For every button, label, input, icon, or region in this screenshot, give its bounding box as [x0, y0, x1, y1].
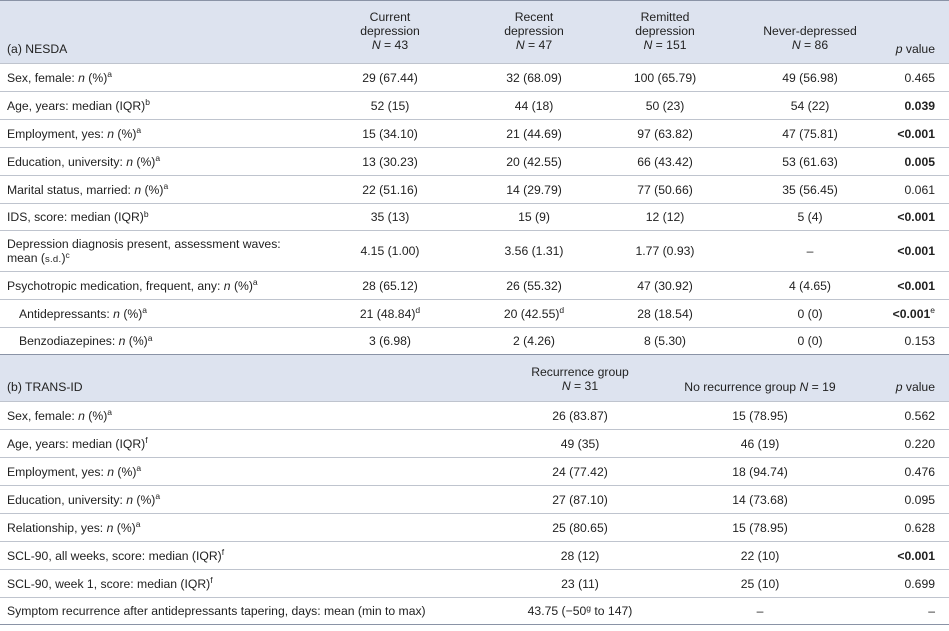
p-value: <0.001 — [897, 278, 935, 293]
cell-value: 25 (10) — [740, 576, 780, 591]
transid-section-label: (b) TRANS-ID — [7, 380, 83, 394]
p-value: 0.039 — [904, 98, 935, 113]
cell-value: 100 (65.79) — [633, 70, 697, 85]
p-value: 0.699 — [904, 576, 935, 591]
cell-value: 46 (19) — [740, 436, 780, 451]
cell-value: 3.56 (1.31) — [504, 244, 564, 258]
cell-value: 97 (63.82) — [637, 126, 693, 141]
table-row — [0, 147, 949, 175]
cell-value: 28 (65.12) — [362, 278, 418, 293]
cell-value: 20 $(42.55)^d$ — [503, 305, 565, 321]
cell-value: 49 (56.98) — [782, 70, 838, 85]
p-value: – — [928, 604, 935, 618]
cell-value: 8 (5.30) — [643, 334, 686, 348]
row-label: Sex, female: n (%)$^a$ — [7, 69, 112, 85]
row-label: Employment, yes: n (%)$^a$ — [7, 463, 142, 479]
cell-value: – — [756, 604, 764, 618]
p-value: 0.628 — [904, 520, 935, 535]
p-value: 0.005 — [904, 154, 935, 169]
cell-value: 43.75 ($-50^g$ to 147) — [527, 602, 633, 618]
table-row — [0, 597, 949, 625]
cell-value: 24 (77.42) — [552, 464, 608, 479]
transid-header — [0, 354, 949, 401]
col-never-depressed: Never-depressed N = 86 — [763, 24, 857, 52]
cell-value: 1.77 (0.93) — [635, 244, 695, 258]
cell-value: 13 (30.23) — [362, 154, 418, 169]
table-row — [0, 299, 949, 327]
cell-value: 47 (75.81) — [782, 126, 838, 141]
cell-value: 15 (78.95) — [732, 520, 788, 535]
row-label: Benzodiazepines: n (%)$^a$ — [19, 332, 153, 348]
cell-value: 20 (42.55) — [506, 154, 562, 169]
table-row — [0, 401, 949, 429]
cell-value: – — [806, 244, 814, 258]
cell-value: 77 (50.66) — [637, 182, 693, 197]
col-current-depression: Current depression N = 43 — [360, 10, 420, 52]
p-value: <0.001 — [897, 548, 935, 563]
cell-value: 28 (18.54) — [637, 306, 693, 321]
col-no-recurrence-group: No recurrence group N = 19 — [684, 380, 836, 394]
table-row — [0, 63, 949, 91]
col-recent-depression: Recent depression N = 47 — [504, 10, 564, 52]
table-row — [0, 327, 949, 354]
cell-value: 0 (0) — [797, 306, 823, 321]
nesda-p-value-header: p value — [895, 42, 935, 56]
cell-value: 52 (15) — [370, 98, 410, 113]
cell-value: 12 (12) — [645, 210, 685, 224]
cell-value: 26 (83.87) — [552, 408, 608, 423]
table-row — [0, 91, 949, 119]
row-label: Employment, yes: n (%)$^a$ — [7, 125, 142, 141]
row-label: Depression diagnosis present, assessment waves: mean $(s.d.)^c$ — [7, 237, 281, 265]
cell-value: 44 (18) — [514, 98, 554, 113]
cell-value: 27 (87.10) — [552, 492, 608, 507]
p-value: 0.465 — [904, 70, 935, 85]
row-label: Psychotropic medication, frequent, any: n (%)$^a$ — [7, 277, 258, 293]
cell-value: 35 (56.45) — [782, 182, 838, 197]
nesda-rows — [0, 63, 949, 354]
cell-value: 54 (22) — [790, 98, 830, 113]
row-label: Education, university: n (%)$^a$ — [7, 491, 161, 507]
p-value: 0.562 — [904, 408, 935, 423]
cell-value: 22 (51.16) — [362, 182, 418, 197]
nesda-header — [0, 0, 949, 63]
row-label: Relationship, yes: n (%)$^a$ — [7, 519, 141, 535]
cell-value: 3 (6.98) — [368, 334, 411, 348]
cell-value: 28 (12) — [560, 548, 600, 563]
table-row — [0, 485, 949, 513]
p-value: <0.001 — [897, 126, 935, 141]
row-label: Marital status, married: n (%)$^a$ — [7, 181, 169, 197]
row-label: SCL-90, all weeks, score: median (IQR)$^f$ — [7, 547, 225, 563]
cell-value: 14 (29.79) — [506, 182, 562, 197]
table-row — [0, 175, 949, 203]
row-label: Symptom recurrence after antidepressants tapering, days: mean (min to max) — [7, 604, 426, 618]
row-label: IDS, score: median (IQR)$^b$ — [7, 208, 149, 224]
cell-value: 49 (35) — [560, 436, 600, 451]
cell-value: 66 (43.42) — [637, 154, 693, 169]
table-row — [0, 513, 949, 541]
cell-value: 2 (4.26) — [512, 334, 555, 348]
cell-value: 21 (44.69) — [506, 126, 562, 141]
row-label: Antidepressants: n (%)$^a$ — [19, 305, 148, 321]
table-row — [0, 119, 949, 147]
p-value: <0.001$^e$ — [892, 305, 935, 321]
cell-value: 15 (78.95) — [732, 408, 788, 423]
cell-value: 15 (9) — [518, 210, 550, 224]
cell-value: 5 (4) — [797, 210, 823, 224]
cell-value: 26 (55.32) — [506, 278, 562, 293]
p-value: 0.095 — [904, 492, 935, 507]
col-recurrence-group: Recurrence group N = 31 — [531, 365, 629, 393]
cell-value: 32 (68.09) — [506, 70, 562, 85]
p-value: <0.001 — [897, 210, 935, 224]
table-row — [0, 271, 949, 299]
cell-value: 29 (67.44) — [362, 70, 418, 85]
cell-value: 47 (30.92) — [637, 278, 693, 293]
cell-value: 18 (94.74) — [732, 464, 788, 479]
cell-value: 15 (34.10) — [362, 126, 418, 141]
cell-value: 25 (80.65) — [552, 520, 608, 535]
table-row — [0, 429, 949, 457]
col-remitted-depression: Remitted depression N = 151 — [635, 10, 695, 52]
cell-value: 0 (0) — [797, 334, 823, 348]
p-value: 0.061 — [904, 182, 935, 197]
p-value: <0.001 — [897, 244, 935, 258]
p-value: 0.153 — [904, 334, 935, 348]
table-row — [0, 569, 949, 597]
cell-value: 21 $(48.84)^d$ — [359, 305, 421, 321]
cell-value: 23 (11) — [561, 576, 599, 591]
transid-rows — [0, 401, 949, 625]
cell-value: 50 (23) — [645, 98, 685, 113]
cell-value: 53 (61.63) — [782, 154, 838, 169]
row-label: Sex, female: n (%)$^a$ — [7, 407, 112, 423]
table-row — [0, 203, 949, 230]
transid-p-value-header: p value — [895, 380, 935, 394]
cell-value: 14 (73.68) — [732, 492, 788, 507]
table-row — [0, 541, 949, 569]
table-row — [0, 230, 949, 271]
nesda-section-label: (a) NESDA — [7, 42, 68, 56]
row-label: Age, years: median (IQR)$^b$ — [7, 97, 150, 113]
row-label: Education, university: n (%)$^a$ — [7, 153, 161, 169]
p-value: 0.220 — [904, 436, 935, 451]
cell-value: 4.15 (1.00) — [360, 244, 420, 258]
row-label: Age, years: median (IQR)$^f$ — [7, 435, 148, 451]
row-label: SCL-90, week 1, score: median (IQR)$^f$ — [7, 575, 213, 591]
cell-value: 35 (13) — [370, 210, 410, 224]
p-value: 0.476 — [904, 464, 935, 479]
cell-value: 22 (10) — [740, 548, 780, 563]
cell-value: 4 (4.65) — [788, 278, 831, 293]
table-row — [0, 457, 949, 485]
